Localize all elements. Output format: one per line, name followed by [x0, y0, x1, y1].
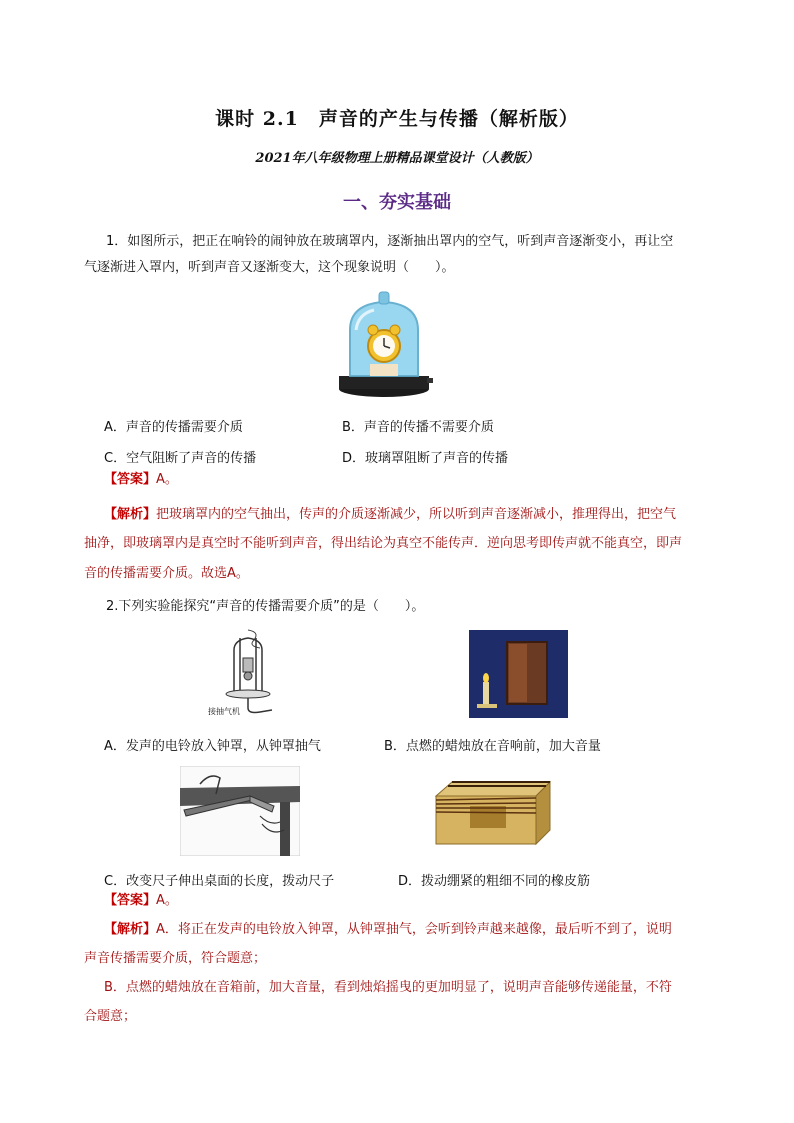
- figure-a-bell-jar: [208, 628, 278, 720]
- q1-option-c: C．空气阻断了声音的传播: [104, 451, 257, 466]
- q1-option-a: A．声音的传播需要介质: [104, 420, 243, 435]
- page-subtitle: 2021年八年级物理上册精品课堂设计（人教版）: [255, 151, 539, 166]
- q1-analysis-tag: 【解析】: [104, 507, 157, 522]
- q1-answer: [104, 468, 178, 492]
- figure-c-ruler-desk: [180, 766, 300, 856]
- q2-analysis-tag: 【解析】: [104, 922, 157, 937]
- q1-analysis-line1: [104, 503, 676, 527]
- q2-answer-value: A。: [156, 893, 178, 908]
- q2-option-a: A．发声的电铃放入钟罩，从钟罩抽气: [104, 739, 321, 754]
- q1-option-d: D．玻璃罩阻断了声音的传播: [342, 451, 509, 466]
- q2-option-d: D．拨动绷紧的粗细不同的橡皮筋: [398, 874, 591, 889]
- q2-answer-tag: 【答案】: [104, 893, 157, 908]
- q2-analysis-text1: A．将正在发声的电铃放入钟罩，从钟罩抽气，会听到铃声越来越像，最后听不到了，说明: [156, 922, 672, 937]
- q2-option-b: B．点燃的蜡烛放在音响前，加大音量: [384, 739, 601, 754]
- q1-answer-value: A。: [156, 472, 178, 487]
- q2-analysis-line1: [104, 918, 672, 942]
- q2-option-c: C．改变尺子伸出桌面的长度，拨动尺子: [104, 874, 335, 889]
- section-heading: 一、夯实基础: [343, 192, 451, 213]
- figure-d-rubber-band-box: [430, 772, 552, 848]
- q1-text-line1: 1．如图所示，把正在响铃的闹钟放在玻璃罩内，逐渐抽出罩内的空气，听到声音逐渐变小，再让空: [106, 234, 674, 249]
- figure-b-candle-speaker: [469, 630, 568, 718]
- q1-option-b: B．声音的传播不需要介质: [342, 420, 494, 435]
- page-title: 课时 2.1 声音的产生与传播（解析版）: [215, 108, 579, 130]
- bell-jar-figure: [334, 290, 434, 400]
- q1-answer-tag: 【答案】: [104, 472, 157, 487]
- q1-analysis-line3: 音的传播需要介质。故选A。: [84, 566, 249, 581]
- q2-analysis-line3: B．点燃的蜡烛放在音箱前，加大音量，看到烛焰摇曳的更加明显了，说明声音能够传递能量，不符: [104, 980, 672, 995]
- q1-text-line2: 气逐渐进入罩内，听到声音又逐渐变大，这个现象说明（ ）。: [84, 260, 455, 275]
- q2-text-line1: 2.下列实验能探究“声音的传播需要介质”的是（ ）。: [106, 599, 425, 614]
- q1-analysis-line2: 抽净，即玻璃罩内是真空时不能听到声音，得出结论为真空不能传声．逆向思考即传声就不能真空，即声: [84, 536, 683, 551]
- q1-analysis-text1: 把玻璃罩内的空气抽出，传声的介质逐渐减少，所以听到声音逐渐减小，推理得出，把空气: [156, 507, 677, 522]
- q2-answer: [104, 889, 178, 913]
- q2-analysis-line4: 合题意；: [84, 1009, 137, 1024]
- pump-label: 接抽气机: [208, 707, 240, 716]
- q2-analysis-line2: 声音传播需要介质，符合题意；: [84, 951, 267, 966]
